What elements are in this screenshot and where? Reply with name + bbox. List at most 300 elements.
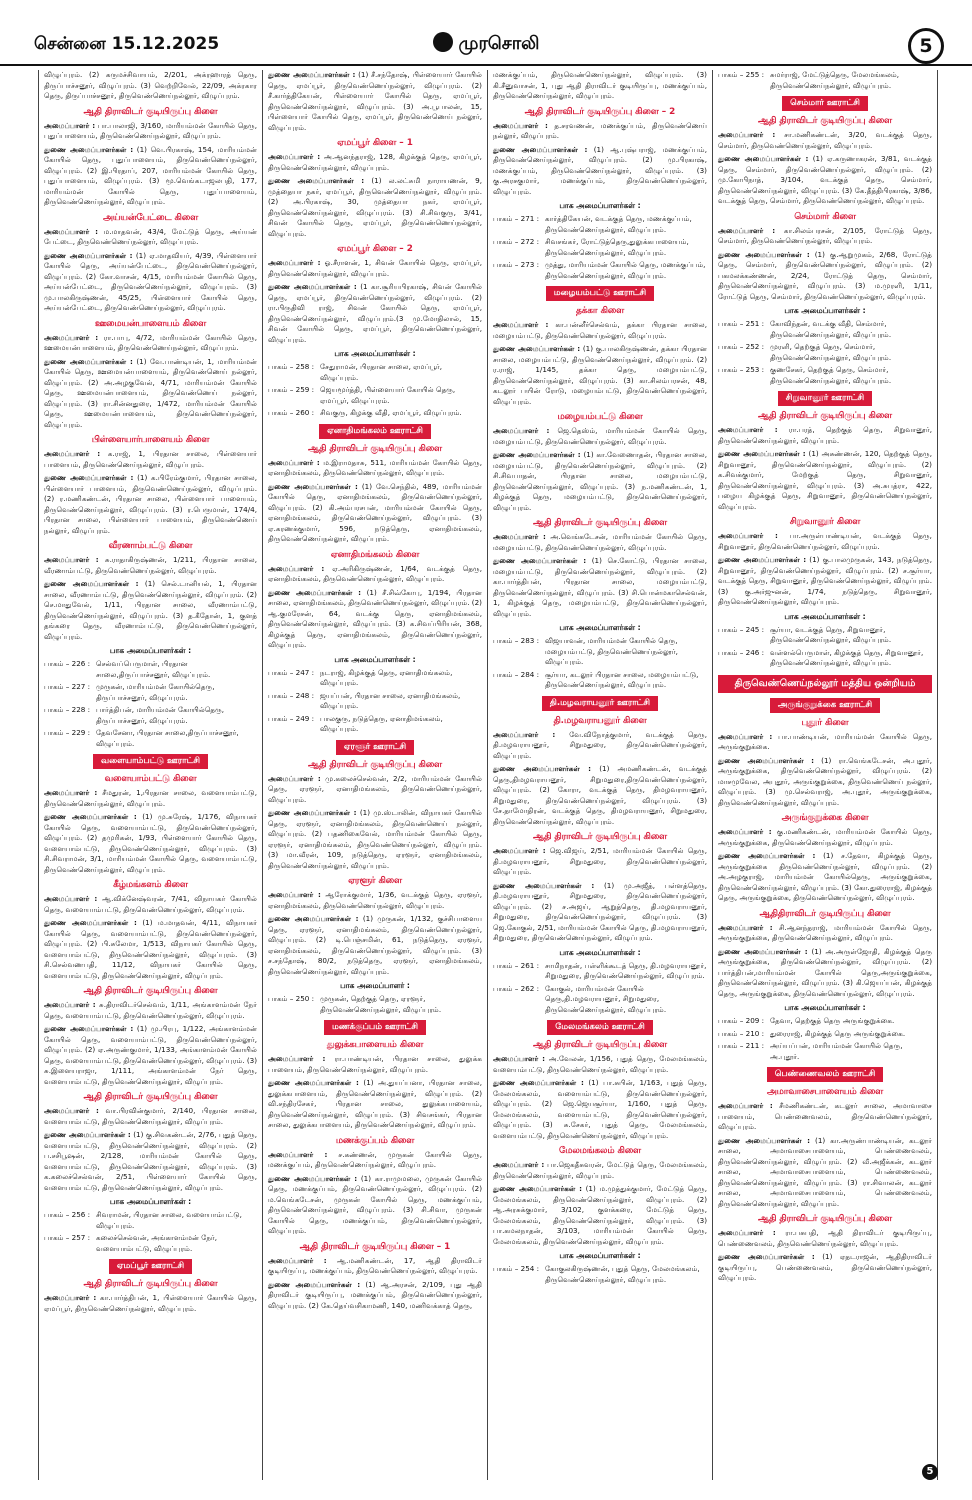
booth-organizer: சூர்யா, கடலூர் பிரதான சாலை, மழையம்பட்டு, திருவெண்ணெய்நல்லூர், விழுப்புரம். — [545, 669, 699, 689]
branch-heading: ஆதி திராவிடர் குடியிருப்பு கிளை – 2 — [524, 106, 676, 117]
entry-text: கா.பன்னீர்செல்வம், தக்கா பிரதான சாலை, மழையம்பட்டு, திருவெண்ணெய்நல்லூர், விழுப்புரம். — [493, 320, 707, 340]
entry-paragraph — [44, 579, 257, 642]
entry-text: சீமதுரன், 1,பிரதான சாலை, வளையாம்பட்டு, திருவெண்ணெய்நல்லூர், விழுப்புரம். — [44, 788, 257, 808]
booth-section-heading: பாக அமைப்பாளர்கள் : — [334, 654, 416, 664]
entry-paragraph — [44, 1000, 257, 1021]
role-label: அமைப்பாளர் : — [44, 788, 98, 797]
entry-paragraph — [493, 1184, 707, 1247]
role-label: துணை அமைப்பாளர்கள் : — [44, 918, 137, 927]
role-label: அமைப்பாளர் : — [268, 773, 321, 783]
branch-heading: ஆதி திராவிடர் குடியிருப்பு கிளை — [533, 1040, 667, 1050]
branch-heading: ஆதி திராவிடர் குடியிருப்பு கிளை — [758, 411, 892, 421]
newspaper-title: முரசொலி — [458, 33, 540, 54]
entry-paragraph — [268, 1150, 482, 1171]
booth-number: பாகம் – 283 : — [493, 636, 540, 645]
entry-text: ஏ.அரிகிருஷ்ணன், 1/64, வடக்குத் தெரு, ஏனாதிமங்கலம், திருவெண்ணெய்நல்லூர், விழுப்புரம். — [268, 563, 482, 583]
role-label: அமைப்பாளர் : — [268, 152, 321, 161]
booth-section-heading: பாக அமைப்பாளர்கள் : — [559, 623, 641, 632]
booth-row — [718, 648, 932, 669]
branch-heading: ஆதி திராவிடர் குடியிருப்பு கிளை — [308, 759, 442, 770]
booth-number: பாகம் – 259 : — [268, 385, 315, 394]
entry-text: அ.வெங்கடேசன், மாரியம்மன் கோயில் தெரு, மழையம்பட்டு, திருவெண்ணெய்நல்லூர், விழுப்புரம். — [493, 532, 707, 552]
role-label: துணை அமைப்பாளர்கள் : — [268, 914, 359, 923]
branch-heading: ஆதி திராவிடர் குடியிருப்பு கிளை — [758, 116, 892, 126]
newspaper-name — [0, 32, 972, 56]
entry-text: த.சரவணன், மணக்குப்பம், திருவெண்ணெய் நல்லூர், விழுப்புரம். — [493, 120, 707, 140]
entry-paragraph — [493, 556, 707, 619]
role-label: துணை அமைப்பாளர்கள் : — [44, 1130, 131, 1139]
entry-paragraph — [493, 730, 707, 762]
booth-number: பாகம் – 253 : — [718, 365, 765, 374]
entry-paragraph — [718, 923, 932, 944]
role-label: அமைப்பாளர் : — [44, 1000, 96, 1009]
booth-section-heading: பாக அமைப்பாளர்கள் : — [784, 1003, 866, 1012]
booth-section-heading: பாக அமைப்பாளர்கள் : — [559, 1251, 641, 1260]
booth-row — [493, 670, 707, 691]
panchayat-heading: தி.மழவராயனூர் ஊராட்சி — [542, 696, 658, 711]
entry-paragraph — [44, 812, 257, 875]
booth-organizer: ஜயப்பன், பிரதான சாலை, ஏனாதிமங்கலம், விழுப்புரம். — [320, 690, 461, 710]
role-label: துணை அமைப்பாளர்கள் : — [493, 880, 595, 890]
branch-heading: துலுக்கபாளையம் கிளை — [326, 1040, 424, 1050]
booth-organizer: செல்வப்பெருமாள், பிரதான சாலை,திருப்பாச்சனூர், விழுப்புரம். — [96, 659, 211, 679]
booth-number: பாகம் – 261 : — [493, 960, 540, 970]
role-label: துணை அமைப்பாளர்கள் : — [268, 808, 357, 817]
role-label: அமைப்பாளர் : — [493, 120, 548, 130]
booth-organizer: கலைச்செல்வன், அங்காளம்மன் நேர், வளையாம்பட்டு, விழுப்புரம். — [96, 1233, 218, 1253]
role-label: துணை அமைப்பாளர்கள் : — [493, 450, 581, 459]
panchayat-heading: மேலமங்கலம் ஊராட்சி — [547, 1020, 652, 1035]
booth-section-heading: பாக அமைப்பாளர்கள் : — [784, 306, 866, 315]
entry-paragraph — [493, 344, 707, 407]
booth-row — [44, 659, 257, 680]
entry-paragraph — [44, 1106, 257, 1127]
booth-number: பாகம் – 245 : — [718, 624, 765, 634]
entry-text: அ.வேலன், 1/156, புதுத் தெரு, மேலமங்கலம், வளையம்பட்டு, திருவெண்ணெய்நல்லூர், விழுப்புரம். — [493, 1054, 707, 1074]
booth-row — [493, 636, 707, 668]
role-label: அமைப்பாளர் : — [44, 449, 101, 458]
booth-row — [718, 319, 932, 340]
entry-text: சீமணிகண்டன், கடலூர் சாலை, அமாவாசை பாளையம், பெண்ணைவலம், திருவெண்ணெய்நல்லூர், விழுப்புரம். — [718, 1101, 932, 1131]
panchayat-heading: செம்மார் ஊராட்சி — [782, 96, 868, 111]
booth-number: பாகம் – 260 : — [268, 408, 315, 417]
role-label: துணை அமைப்பாளர்கள் : — [718, 1252, 815, 1261]
panchayat-heading: சிறுவானூர் ஊராட்சி — [778, 391, 872, 406]
booth-number: பாகம் – 226 : — [44, 659, 91, 668]
entry-paragraph — [44, 918, 257, 981]
role-label: துணை அமைப்பாளர்கள் : — [44, 579, 139, 588]
booth-number: பாகம் – 254 : — [493, 1264, 540, 1273]
booth-number: பாகம் – 210 : — [718, 1028, 765, 1038]
booth-section-heading: பாக அமைப்பாளர்கள் : — [334, 349, 416, 358]
booth-organizer: சுமர்ராஜ், மேட்டுத்தெரு, மேலமங்கலம், திருவெண்ணெய்நல்லூர், விழுப்புரம். — [770, 70, 900, 90]
branch-heading: சிறுவானூர் கிளை — [789, 517, 861, 527]
entry-paragraph — [268, 282, 482, 345]
booth-organizer: விஜயாவன், மாரியம்மன் கோயில் தெரு, மழையம்பட்டு, திருவெண்ணெய்நல்லூர், விழுப்புரம். — [545, 636, 678, 666]
role-label: அமைப்பாளர் : — [493, 426, 550, 435]
entry-text: சா.மணிகண்டன், 3/20, வடக்குத் தெரு, செம்மார், திருவெண்ணெய்நல்லூர், விழுப்புரம். — [718, 130, 932, 150]
panchayat-heading: ஏரளூர் ஊராட்சி — [336, 740, 414, 755]
column-2 — [263, 70, 488, 1480]
entry-paragraph — [44, 251, 257, 314]
booth-section-heading: பாக அமைப்பாளர்கள் : — [109, 646, 192, 655]
booth-number: பாகம் – 227 : — [44, 682, 91, 691]
entry-text: பா.பாண்டியன், மாரியம்மன் கோயில் தெரு, அருங்குறுக்கை. — [718, 731, 932, 751]
booth-organizer: வள்ளல்பெருமாள், கிழக்குத் தெரு, சிறுவானூர், திருவெண்ணெய்நல்லூர், விழுப்புரம். — [770, 647, 924, 667]
entry-text: க.ராஜ், 1, பிரதான சாலை, பிள்ளையார் பாளையம், திருவெண்ணெய்நல்லூர், விழுப்புரம். — [44, 449, 257, 469]
entry-text: (1) ம.முத்துக்குமார், மேட்டுத் தெரு, மேலமங்கலம், திருவெண்ணெய்நல்லூர், விழுப்புரம். (2) ஆ.அரசுக்குமார், 3/102, குளக்கரை, மேட்டுத் தெரு, மேலமங்கலம், திருவெண்ணெய்நல்லூர், விழுப்புரம். (3) பா.கமலநாதன், 3/103, மாரியம்மன் கோயில் தெரு, மேலமங்கலம், திருவெண்ணெய்நல்லூர், விழுப்புரம். — [493, 1184, 707, 1246]
branch-heading: ஆதி திராவிடர் குடியிருப்பு கிளை – 1 — [299, 1241, 451, 1252]
role-label: துணை அமைப்பாளர்கள் : — [44, 250, 133, 260]
entry-text: ஆ.மணிகண்டன், 17, ஆதி திராவிடர் குடியிருப்பு, மணக்குப்பம், திருவெண்ணெய்நல்லூர், விழுப்புரம். — [268, 1255, 482, 1275]
booth-organizer: முத்து, மாரியம்மன் கோயில் தெரு, மணக்குப்பம், திருவெண்ணெய்நல்லூர், விழுப்புரம். — [545, 260, 706, 280]
booth-number: பாகம் – 247 : — [268, 667, 315, 677]
entry-paragraph — [44, 1130, 257, 1193]
booth-organizer: சிவசங்கர், ரோட்டுத்தெரு,துலுக்கபாளையம், திருவெண்ணெய்நல்லூர், விழுப்புரம். — [545, 237, 689, 257]
booth-organizer: கார்த்திகேயன், வடக்குத் தெரு, மணக்குப்பம், திருவெண்ணெய்நல்லூர், விழுப்புரம். — [545, 214, 692, 234]
entry-paragraph — [493, 1054, 707, 1075]
role-label: அமைப்பாளர் : — [718, 531, 778, 540]
entry-paragraph — [44, 1024, 257, 1087]
role-label: அமைப்பாளர் : — [493, 1160, 545, 1169]
booth-row — [268, 408, 482, 419]
role-label: அமைப்பாளர் : — [268, 1054, 326, 1063]
booth-organizer: முருகன், மாரியம்மன் கோயில்தெரு, திருப்பாச்சனூர், விழுப்புரம். — [96, 682, 215, 702]
role-label: துணை அமைப்பாளர்கள் : — [718, 249, 810, 259]
role-label: துணை அமைப்பாளர்கள் : — [268, 1173, 358, 1183]
entry-paragraph — [718, 250, 932, 303]
entry-text: (1) கு.பாலமுருகன், 143, நடுத்தெரு, சிறுவானூர், திருவெண்ணெய்நல்லூர், விழுப்புரம். (2) ச.சூர்யா, வடக்குத் தெரு, சிறுவானூர், திருவெண்ணெய்நல்லூர், விழுப்புரம். (3) கு.அர்ஜுனன், 1/74, நடுத்தெரு, சிறுவானூர், திருவெண்ணெய்நல்லூர், விழுப்புரம். — [718, 555, 932, 606]
entry-text: (1) வே.பாண்டியன், 1, மாரியம்மன் கோயில் தெரு, ஊமையன்பாளையம், திருவெண்ணெய் நல்லூர், விழுப்புரம். (2) அ.அழகுவேல், 4/71, மாரியம்மன் கோயில் தெரு, ஊமையன்பாளையம், திருவெண்ணெய் நல்லூர், விழுப்புரம். (3) ரா.சின்னதுரை, 1/472, மாரியம்மன் கோயில் தெரு, ஊமையன்பாளையம், திருவெண்ணெய்நல்லூர், விழுப்புரம். — [44, 356, 257, 429]
booth-number: பாகம் – 229 : — [44, 728, 91, 737]
entry-text: (1) வெ.பிரகாஷ், 154, மாரியம்மன் கோயில் தெரு, புதுப்பாளையம், திருவெண்ணெய்நல்லூர், விழுப்புரம். (2) இ.பிரதாப், 207, மாரியம்மன் கோயில் தெரு, புதுப்பாளையம், விழுப்புரம். (3) மூ.வெங்கடாஜலபதி, 177, மாரியம்மன் கோயில் தெரு, புதுப்பாளையம், திருவெண்ணெய்நல்லூர், விழுப்புரம். — [44, 144, 257, 206]
entry-text: (1) அமணிகண்டன், வடக்குத் தெரு,திமழவராயனூர், சிறுமதுரை,திருவெண்ணெய்நல்லூர், விழுப்புரம். (2) கோரா, வடக்குத் தெரு, திமழவராயனூர், சிறுமதுரை, திருவெண்ணெய்நல்லூர், விழுப்புரம். (3) சே.தாமோதிரன், வடக்குத் தெரு, திமழவராயனூர், சிறுமதுரை, திருவெண்ணெய்நல்லூர், விழுப்புரம். — [493, 764, 707, 826]
entry-text: (1) ரா.வெங்கடேசன், அ.புதூர், அருங்குறுக்கை, திருவெண்ணெய்நல்லூர், விழுப்புரம். (2) மாசமுவேல, அபுதூர், அருங்குறுக்கை, திருவெண்ணெய் நல்லூர், விழுப்புரம். (3) மு.செல்வராஜ், அ.புதூர், அருங்குறுக்கை, திருவெண்ணெய்நல்லூர், விழுப்புரம். — [718, 755, 932, 807]
booth-row — [44, 1210, 257, 1231]
entry-paragraph — [268, 774, 482, 806]
booth-number: பாகம் – 255 : — [718, 70, 765, 79]
entry-text: பா.பாலாஜி, 3/160, மாரியம்மன் கோயில் தெரு, புதுப்பாளையம், திருவெண்ணெய்நல்லூர், விழுப்புரம். — [44, 120, 257, 140]
entry-text: கா.பார்த்திபன், 1, பிள்ளையார் கோயில் தெரு, ஏமப்பூர், திருவெண்ணெய்நல்லூர், விழுப்புரம். — [44, 1293, 257, 1313]
role-label: அமைப்பாளர் : — [44, 894, 98, 903]
entry-paragraph — [718, 1136, 932, 1210]
booth-row — [493, 260, 707, 281]
branch-heading: தக்கா கிளை — [575, 306, 625, 316]
entry-text: ஓ.சீராளன், 1, சிவன் கோயில் தெரு, ஏமப்பூர், திருவெண்ணெய்நல்லூர், விழுப்புரம். — [268, 258, 482, 278]
role-label: அமைப்பாளர் : — [44, 1106, 99, 1115]
role-label: அமைப்பாளர் : — [268, 1149, 328, 1159]
role-label: அமைப்பாளர் : — [268, 890, 321, 899]
role-label: அமைப்பாளர் : — [44, 120, 96, 130]
entry-text: மணக்குப்பம், திருவெண்ணெய்நல்லூர், விழுப்புரம். (3) கி.சீனுவாசன், 1, புது ஆதி திராவிடர் குடியிருப்பு, மணக்குப்பம், திருவெண்ணெய்நல்லூர், விழுப்புரம். — [493, 70, 707, 100]
entry-paragraph — [268, 1256, 482, 1277]
booth-section-heading: பாக அமைப்பாளர்கள் : — [559, 947, 641, 957]
branch-heading: மணக்குப்பம் கிளை — [335, 1135, 415, 1146]
role-label: அமைப்பாளர் : — [493, 320, 549, 329]
role-label: துணை அமைப்பாளர்கள் : — [268, 70, 356, 79]
booth-number: பாகம் – 262 : — [493, 983, 540, 993]
branch-heading: ஆதி திராவிடர் குடியிருப்பு கிளை — [83, 106, 218, 117]
entry-text: (1) செல்.டானியல், 1, பிரதான சாலை, வீரணாம்பட்டு, திருவெண்ணெய்நல்லூர், விழுப்புரம். (2) செ.மாதுவேல், 1/11, பிரதான சாலை, வீரணாம்பட்டு, திருவெண்ணெய்நல்லூர், விழுப்புரம். (3) த.கீதோன், 1, குளத் தங்கரை தெரு, வீரணாம்பட்டு, திருவெண்ணெய்நல்லூர், விழுப்புரம். — [44, 579, 257, 641]
booth-number: பாகம் – 246 : — [718, 647, 765, 657]
role-label: அமைப்பாளர் : — [493, 729, 556, 739]
entry-text: கா.சிலம்பரசன், 2/105, ரோட்டுத் தெரு, செம்மார், திருவெண்ணெய்நல்லூர், விழுப்புரம். — [718, 225, 932, 245]
booth-row — [493, 214, 707, 235]
role-label: அமைப்பாளர் : — [44, 332, 99, 342]
role-label: துணை அமைப்பாளர்கள் : — [44, 1024, 134, 1033]
role-label: அமைப்பாளர் : — [718, 731, 773, 741]
entry-text: (1) மு.ஸ்டாலின், விநாயகர் கோயில் தெரு, ஏரளூர், ஏனாதிமங்கலம், திருவெண்ணெய் நல்லூர், விழுப்புரம். (2) பதணிகைவேல், மாரியம்மன் கோயில் தெரு, ஏரளூர், ஏனாதிமங்கலம், திருவெண்ணெய்நல்லூர், விழுப்புரம். (3) மா.வீரன், 109, நடுத்தெரு, ஏரளூர், ஏனாதிமங்கலம், திருவெண்ணெய்நல்லூர், விழுப்புரம். — [268, 808, 482, 870]
entry-paragraph — [268, 890, 482, 911]
entry-text: (1) க.பிரேம்குமார், பிரதான சாலை, பிள்ளையார் பாளையம், திருவெண்ணெய்நல்லூர், விழுப்புரம். (2) ர.மணிகண்டன், பிரதான சாலை, பிள்ளையார் பாளையம், திருவெண்ணெய்நல்லூர், விழுப்புரம். (3) ர.பெருமாள், 174/4, பிரதான சாலை, பிள்ளையார் பாளையம், திருவெண்ணெய் நல்லூர், விழுப்புரம். — [44, 473, 257, 535]
entry-text: (1) ஏ.மாதவியர், 4/39, பிள்ளையார் கோயில் தெரு, அய்யன்பேட்டை, திருவெண்ணெய்நல்லூர், விழுப்புரம். (2) கோ.வாசன், 4/15, மாரியம்மன் கோயில் தெரு, அய்யன்பேட்டை, திருவெண்ணெய்நல்லூர், விழுப்புரம். (3) மு.பாலகிருஷ்ணன், 45/25, பிள்ளையார் கோயில் தெரு, அய்யன்பேட்டை, திருவெண்ணெய்நல்லூர், விழுப்புரம். — [44, 250, 257, 312]
entry-paragraph — [493, 450, 707, 513]
booth-organizer: சிவகுரு, கிழக்கு வீதி, ஏமப்பூர், விழுப்புரம். — [320, 408, 462, 417]
entry-paragraph — [44, 473, 257, 536]
entry-text: (1) ஏதடராஜன், ஆதிதிராவிடர் குடியிருப்பு, பெண்ணைவலம், திருவெண்ணெய்நல்லூர், விழுப்புரம். — [718, 1252, 932, 1282]
entry-paragraph — [44, 357, 257, 431]
panchayat-heading: அருங்குறுக்கை ஊராட்சி — [770, 698, 880, 713]
branch-heading: அருங்குறுக்கை கிளை — [781, 813, 869, 823]
entry-paragraph — [718, 531, 932, 552]
branch-heading: ஏனாதிமங்கலம் கிளை — [330, 549, 420, 560]
panchayat-heading: ஏமப்பூர் ஊராட்சி — [109, 1259, 192, 1274]
branch-heading: ஆதி திராவிடர் குடியிருப்பு கிளை — [83, 1092, 218, 1102]
entry-text: (1) மு.அஜீத், பள்ளத்தெரு, தி.மழவராயனூர், சிறுமதுரை, திருவெண்ணெய்நல்லூர், விழுப்புரம். (2) ச.அஜய், ஆறுத்தெரு, தி.மழவராயனூர், சிறுமதுரை, திருவெண்ணெய்நல்லூர், விழுப்புரம். (3) ஜெ.கோகுல், 2/51, மாரியம்மன் கோயில் தெரு, தி.மழவராயனூர், சிறுமதுரை, திருவெண்ணெய்நல்லூர், விழுப்புரம். — [493, 880, 707, 942]
role-label: துணை அமைப்பாளர்கள் : — [268, 1078, 359, 1087]
branch-heading: ஆதி திராவிடர் குடியிருப்பு கிளை — [758, 1214, 892, 1224]
booth-row — [718, 1041, 932, 1062]
booth-organizer: சிவராமன், பிரதான சாலை, வளையாம்பட்டு, விழுப்புரம். — [96, 1210, 242, 1230]
role-label: அமைப்பாளர் : — [44, 226, 98, 236]
booth-section-heading: பாக அமைப்பாளர்கள் : — [784, 611, 866, 621]
booth-row — [493, 961, 707, 982]
entry-text: பா.அருள்பாண்டியன், வடக்குத் தெரு, சிறுவானூர், திருவெண்ணெய்நல்லூர், விழுப்புரம். — [718, 531, 932, 551]
role-label: துணை அமைப்பாளர்கள் : — [268, 481, 358, 491]
role-label: துணை அமைப்பாளர்கள் : — [718, 449, 806, 458]
entry-paragraph — [44, 449, 257, 470]
entry-text: ஜெ.விஜய், 2/51, மாரியம்மன் கோயில் தெரு, தி.மழவராயனூர், சிறுமதுரை, திருவெண்ணெய்நல்லூர், விழுப்புரம். — [493, 846, 707, 876]
entry-paragraph — [268, 1174, 482, 1237]
role-label: துணை அமைப்பாளர்கள் : — [718, 154, 809, 163]
booth-organizer: கோகுல், மாரியம்மன் கோயில் தெரு,தி.மழவராயனூர், சிறுமதுரை, திருவெண்ணெய்நல்லூர், விழுப்புரம். — [545, 983, 667, 1014]
entry-text: கு.மணிகண்டன், மாரியம்மன் கோயில் தெரு, அருங்குறுக்கை, திருவெண்ணெய்நல்லூர், விழுப்புரம். — [718, 827, 932, 847]
entry-paragraph — [493, 121, 707, 142]
page-number: 5 — [908, 28, 944, 64]
booth-row — [718, 1029, 932, 1040]
entry-paragraph — [268, 176, 482, 239]
booth-number: பாகம் – 284 : — [493, 669, 540, 679]
entry-paragraph — [268, 588, 482, 651]
entry-text: (1) கு.பாலகிருஷ்ணன், தக்கா பிரதான சாலை, மழையம்பட்டு, திருவெண்ணெய்நல்லூர், விழுப்புரம். (2) ர.ராஜ், 1/145, தக்கா தெரு, மழையம்பட்டு, திருவெண்ணெய்நல்லூர், விழுப்புரம். (3) கா.சிலம்பரசன், 48, கடலூர் பயின் ரோடு, மழையம்பட்டு, திருவெண்ணெய்நல்லூர், விழுப்புரம். — [493, 344, 707, 406]
branch-heading: செம்மார் கிளை — [794, 211, 856, 222]
entry-text: (1) ல.லட்சுமி நாராயணன், 9, முத்தையா நகர், ஏமப்பூர், திருவெண்ணெய்நல்லூர், விழுப்புரம். (2) அ.பிரகாஷ், 30, முத்தையா நகர், ஏமப்பூர், திருவெண்ணெய்நல்லூர், விழுப்புரம். (3) சி.சிவகுரு, 3/41, சிவன் கோயில் தெரு, ஏமப்பூர், திருவெண்ணெய்நல்லூர், விழுப்புரம். — [268, 176, 482, 238]
booth-section-heading: பாக அமைப்பாளர்கள் : — [109, 1197, 192, 1206]
entry-text: (1) அ.துயப்பனா, பிரதான சாலை, துலுக்கபாளையம், திருவெண்ணெய்நல்லூர், விழுப்புரம். (2) வி.சந்திரசேகர், பிரதான சாலை, துலுக்கபாளையம், திருவெண்ணெய்நல்லூர், விழுப்புரம். (3) சிவசங்கர், பிரதான சாலை, துலுக்கபாளையம், திருவெண்ணெய்நல்லூர், விழுப்புரம். — [268, 1078, 482, 1129]
booth-number: பாகம் – 251 : — [718, 319, 765, 328]
entry-text: (1) ஏ.கருணாகரன், 3/81, வடக்குத் தெரு, செம்மார், திருவெண்ணெய்நல்லூர், விழுப்புரம். (2) மு.கோபிநாத், 3/104, வடக்குத் தெரு, செம்மார், திருவெண்ணெய்நல்லூர், விழுப்புரம். (3) கே.தீத்திபிரகாஷ், 3/86, வடக்குத் தெரு, செம்மார், திருவெண்ணெய்நல்லூர், விழுப்புரம். — [718, 154, 932, 205]
column-3 — [488, 70, 713, 1480]
role-label: அமைப்பாளர் : — [718, 425, 778, 434]
entry-text: (1) கு.சிவகண்டன், 2/76, புதுத் தெரு, வளையாம்பட்டு, திருவெண்ணெய்நல்லூர், விழுப்புரம். (2) ப.சசிபூஷன், 2/128, மாரியம்மன் கோயில் தெரு, வளையாம்பட்டு, திருவெண்ணெய்நல்லூர், விழுப்புரம். (3) க.கலைச்செல்வன், 2/51, பிள்ளையார் கோயில் தெரு, வளையாம்பட்டு, திருவெண்ணெய்நல்லூர், விழுப்புரம். — [44, 1130, 257, 1192]
booth-organizer: அய்யப்பன், மாரியம்மன் கோயில் தெரு, அ.புதூர். — [770, 1041, 903, 1061]
role-label: அமைப்பாளர் : — [493, 1054, 546, 1063]
role-label: துணை அமைப்பாளர்கள் : — [44, 356, 133, 366]
entry-paragraph — [268, 70, 482, 133]
booth-organizer: கோகுலகிருஷ்ணன், புதுத் தெரு, மேலமங்கலம், திருவெண்ணெய்நல்லூர், விழுப்புரம். — [545, 1264, 700, 1284]
booth-row — [718, 625, 932, 646]
entry-text: பா.ஜெகதீசுவரன், மேட்டுத் தெரு, மேலமங்கலம், திருவெண்ணெய்நல்லூர், விழுப்புரம். — [493, 1160, 707, 1180]
entry-text: சு.ராதாகிருஷ்ணன், 1/211, பிரதான சாலை, வீரணாம்பட்டு, திருவெண்ணெய்நல்லூர், விழுப்புரம். — [44, 555, 257, 575]
entry-paragraph — [268, 564, 482, 585]
entry-text: (1) வே.செந்தில், 489, மாரியம்மன் கோயில் தெரு, ஏனாதிமங்கலம், திருவெண்ணெய்நல்லூர், விழுப்புரம். (2) கி.அம்பரசபன், மாரியம்மன் கோயில் தெரு, ஏனாதிமங்கலம், திருவெண்ணெய்நல்லூர், விழுப்புரம். (3) ஏ.கரணக்குமார், 596, நடுத்தெரு, ஏனாதிமங்கலம், திருவெண்ணெய்நல்லூர், விழுப்புரம். — [268, 481, 482, 543]
role-label: அமைப்பாளர் : — [493, 846, 546, 855]
entry-text: (1) கா.ராமுமலை, முருகன் கோயில் தெரு, மணக்குப்பம், திருவெண்ணெய்நல்லூர், விழுப்புரம். (2) ம.வெங்கடேசன், முருகன் கோயில் தெரு, மணக்குப்பம், திருவெண்ணெய்நல்லூர், விழுப்புரம். (3) சி.சிவா, முருகன் கோயில் தெரு, மணக்குப்பம், திருவெண்ணெய்நல்லூர், விழுப்புரம். — [268, 1173, 482, 1235]
entry-text: (1) கு.ஆறுமுகம், 2/68, ரோட்டுத் தெரு, செம்மார், திருவெண்ணெய்நல்லூர், விழுப்புரம். (2) பகமலக்கண்ணன், 2/24, ரோட்டுத் தெரு, செம்மார், திருவெண்ணெய்நல்லூர், விழுப்புரம். (3) ம.முரளி, 1/11, ரோட்டுத் தெரு, செம்மார், திருவெண்ணெய்நல்லூர், விழுப்புரம். — [718, 249, 932, 301]
role-label: அமைப்பாளர் : — [493, 532, 546, 541]
role-label: அமைப்பாளர் : — [718, 827, 772, 836]
booth-row — [493, 984, 707, 1016]
role-label: துணை அமைப்பாளர்கள் : — [268, 1279, 361, 1289]
entry-paragraph — [268, 1054, 482, 1075]
issue-date: சென்னை 15.12.2025 — [34, 34, 220, 54]
role-label: துணை அமைப்பாளர்கள் : — [718, 946, 808, 956]
booth-number: பாகம் – 271 : — [493, 214, 540, 223]
role-label: துணை அமைப்பாளர்கள் : — [493, 344, 581, 353]
booth-number: பாகம் – 252 : — [718, 342, 765, 351]
branch-heading: ஏமப்பூர் கிளை – 2 — [337, 244, 413, 254]
branch-heading: வீரணாம்பட்டு கிளை — [108, 541, 193, 551]
entry-paragraph — [718, 555, 932, 608]
booth-row — [44, 728, 257, 749]
booth-row — [718, 70, 932, 91]
entry-text: ரா.பாண்டியன், பிரதான சாலை, துலுக்க பாளையம், திருவெண்ணெய்நல்லூர், விழுப்புரம். — [268, 1054, 482, 1074]
branch-heading: பிள்ளையார்பாளையம் கிளை — [91, 435, 210, 445]
entry-text: ரா.பசுபதி, ஆதி திராவிடர் குடியிருப்பு, பெண்ணைவலம், திருவெண்ணெய்நல்லூர், விழுப்புரம். — [718, 1228, 932, 1248]
entry-paragraph — [44, 145, 257, 208]
role-label: துணை அமைப்பாளர்கள் : — [268, 587, 361, 597]
entry-paragraph — [718, 1252, 932, 1284]
role-label: அமைப்பாளர் : — [718, 922, 773, 932]
booth-section-heading: பாக அமைப்பாளர் : — [340, 981, 410, 990]
booth-number: பாகம் – 257 : — [44, 1233, 91, 1242]
role-label: துணை அமைப்பாளர்கள் : — [493, 144, 588, 154]
role-label: அமைப்பாளர் : — [44, 555, 99, 564]
role-label: துணை அமைப்பாளர்கள் : — [493, 764, 592, 773]
entry-paragraph — [718, 1228, 932, 1249]
booth-row — [44, 682, 257, 703]
entry-paragraph — [493, 846, 707, 878]
entry-text: (1) ச.தேவா, கிழக்குத் தெரு, அருங்குறுக்கை திருவெண்ணெய்நல்லூர், விழுப்புரம். (2) அ.அழகுராஜ், மாரியம்மன் கோயில்தெரு, அருங்குறுக்கை, திருவெண்ணெய்நல்லூர், விழுப்புரம். (3) கோ.துரைராஜ், கிழக்குத் தெரு, அருங்குறுக்கை, திருவெண்ணெய்நல்லூர், விழுப்புரம். — [718, 851, 932, 902]
entry-text: ரா.பாபு, 4/72, மாரியம்மன் கோயில் தெரு, ஊமையன்பாளையம், திருவெண்ணெய்நல்லூர், விழுப்புரம். — [44, 332, 257, 352]
entry-text: ச.கண்ணன், முருகன் கோயில் தெரு, மணக்குப்பம், திருவெண்ணெய்நல்லூர், விழுப்புரம். — [268, 1149, 482, 1169]
entry-paragraph — [268, 458, 482, 479]
entry-text: மு.கலைச்செல்வன், 2/2, மாரியம்மன் கோயில் தெரு, ஏரளூர், ஏனாதிமங்கலம், திருவெண்ணெய்நல்லூர், விழுப்புரம். — [268, 773, 482, 804]
booth-row — [268, 362, 482, 383]
entry-paragraph — [268, 258, 482, 279]
entry-paragraph — [718, 756, 932, 809]
entry-text: ஆ.விக்னேஷ்வரன், 7/41, விநாயகர் கோயில் தெரு, வளையாம்பட்டு, திருவெண்ணெய்நல்லூர், விழுப்புரம். — [44, 894, 257, 914]
role-label: துணை அமைப்பாளர்கள் : — [718, 755, 815, 765]
entry-text: அ.ஆனந்தராஜ், 128, கிழக்குத் தெரு, ஏமப்பூர், திருவெண்ணெய்நல்லூர், விழுப்புரம். — [268, 152, 482, 172]
entry-paragraph — [268, 1280, 482, 1312]
logo-icon — [433, 32, 453, 52]
booth-number: பாகம் – 258 : — [268, 362, 315, 371]
entry-paragraph — [718, 130, 932, 151]
booth-organizer: முருகன், தெற்குத் தெரு, ஏரளூர், திருவெண்ணெய்நல்லூர், விழுப்புரம். — [320, 994, 442, 1014]
entry-paragraph — [493, 145, 707, 198]
role-label: அமைப்பாளர் : — [718, 1101, 773, 1110]
entry-paragraph — [718, 1101, 932, 1133]
branch-heading: ஆதி திராவிடர் குடியிருப்பு கிளை — [533, 518, 667, 528]
role-label: அமைப்பாளர் : — [268, 258, 321, 267]
panchayat-heading: மணக்குப்பம் ஊராட்சி — [324, 1020, 426, 1035]
entry-paragraph — [268, 914, 482, 977]
entry-text: ஜெ.தெஸ்ம், மாரியம்மன் கோயில் தெரு, மழையம்பட்டு, திருவெண்ணெய்நல்லூர், விழுப்புரம். — [493, 426, 707, 446]
booth-organizer: சூர்யா, வடக்குத் தெரு, சிறுவானூர், திருவெண்ணெய்நல்லூர், விழுப்புரம். — [770, 624, 892, 644]
entry-text: சு.திராவிடர்செல்வம், 1/11, அங்காளம்மன் நேர் தெரு, வளையாம்பட்டு, திருவெண்ணெய்நல்லூர், விழுப்புரம். — [44, 1000, 257, 1020]
booth-row — [44, 705, 257, 726]
booth-number: பாகம் – 250 : — [268, 994, 315, 1003]
entry-text: (1) செ.கோட்டு, பிரதான சாலை, மழையம்பட்டு, திருவெண்ணெய்நல்லூர், விழுப்புரம். (2) கா.பார்த்திபன், பிரதான சாலை, மழையம்பட்டு, திருவெண்ணெய்நல்லூர், விழுப்புரம். (3) சி.பொன்மகாசெல்வன், 1, கிழக்குத் தெரு, மழையம்பட்டு, திருவெண்ணெய்நல்லூர், விழுப்புரம். — [493, 556, 707, 618]
role-label: துணை அமைப்பாளர்கள் : — [268, 282, 357, 291]
branch-heading: அமாவாசைபாளையம் கிளை — [766, 1087, 884, 1097]
entry-text: ஆரோக்குமார், 1/36, வடக்குத் தெரு, ஏரளூர், ஏனாதிமங்கலம், திருவெண்ணெய்நல்லூர், விழுப்புரம். — [268, 890, 482, 910]
entry-text: சி.ஆனந்தராஜ், மாரியம்மன் கோயில் தெரு, அருங்குறுக்கை, திருவெண்ணெய்நல்லூர், விழுப்புரம். — [718, 922, 932, 942]
role-label: அமைப்பாளர் : — [268, 563, 325, 573]
entry-paragraph — [493, 532, 707, 553]
role-label: அமைப்பாளர் : — [718, 1228, 776, 1237]
entry-paragraph — [718, 827, 932, 848]
booth-row — [268, 691, 482, 712]
booth-row — [268, 385, 482, 406]
entry-text: (1) மு.பிரபு, 1/122, அங்காளம்மன் கோயில் தெரு, வளையாம்பட்டு, திருவெண்ணெய்நல்லூர், விழுப்புரம். (2) ஏ.அருண்குமார், 1/133, அங்காளம்மன் கோயில் தெரு, வளையாம்பட்டு, திருவெண்ணெய்நல்லூர், விழுப்புரம். (3) சு.இளையராஜா, 1/111, அங்காளம்மன் நேர் தெரு, வளையாம்பட்டு, திருவெண்ணெய்நல்லூர், விழுப்புரம். — [44, 1024, 257, 1086]
booth-number: பாகம் – 273 : — [493, 260, 540, 269]
column-4 — [713, 70, 938, 1480]
role-label: துணை அமைப்பாளர்கள் : — [493, 1184, 583, 1193]
booth-row — [44, 1233, 257, 1254]
entry-paragraph — [44, 227, 257, 248]
entry-paragraph — [268, 152, 482, 173]
booth-organizer: சாமிநாதன், பள்ளிக்கூடத் தெரு, தி.மழவராயனூர், சிறுமதுரை, திருவெண்ணெய்நல்லூர், விழுப்புரம். — [545, 960, 707, 980]
entry-paragraph — [493, 1078, 707, 1141]
entry-text: (1) சீ.சிவ்கோபு, 1/194, பிரதான சாலை, ஏனாதிமங்கலம், திருவெண்ணெய்நல்லூர், விழுப்புரம். (2) ஆ.குமரேசன், 64, வடக்கு தெரு, ஏனாதிமங்கலம், திருவெண்ணெய்நல்லூர், விழுப்புரம். (3) க.சிவப்பிரியன், 368, கிழக்குத் தெரு, ஏனாதிமங்கலம், திருவெண்ணெய்நல்லூர், விழுப்புரம். — [268, 587, 482, 649]
branch-heading: தி.மழவராயனூர் கிளை — [553, 715, 647, 726]
entry-text: (1) ஆ.அரசன், 2/109, புது ஆதி திராவிடர் குடியிருப்பு, மணக்குப்பம், திருவெண்ணெய்நல்லூர், விழுப்புரம். (2) கே.தெய்வசிகாமணி, 140, மணிவக்காத் தெரு, — [268, 1279, 482, 1310]
branch-heading: ஆதிதிராவிடர் குடியிருப்பு கிளை — [759, 908, 891, 919]
article-columns — [38, 70, 938, 1480]
booth-row — [268, 668, 482, 689]
booth-number: பாகம் – 272 : — [493, 237, 540, 246]
entry-text: விழுப்புரம். (2) கருமச்சிவாயம், 2/201, அக்ரஹாரத் தெரு, திருப்பாச்சனூர், விழுப்புரம். (3) வெற்றிவேல், 22/09, அக்ரகார தெரு, திருப்பாச்சனூர், திருவெண்ணெய்நல்லூர், விழுப்புரம். — [44, 70, 257, 100]
role-label: துணை அமைப்பாளர்கள் : — [718, 1135, 810, 1145]
panchayat-heading: ஏனாதிமங்கலம் ஊராட்சி — [319, 424, 431, 439]
entry-text: ரா.பரத், தெற்குத் தெரு, சிறுவானூர், திருவெண்ணெய்நல்லூர், விழுப்புரம். — [718, 425, 932, 445]
column-1 — [38, 70, 263, 1480]
role-label: அமைப்பாளர் : — [718, 225, 776, 235]
entry-paragraph — [718, 449, 932, 512]
entry-paragraph — [268, 808, 482, 871]
entry-paragraph — [44, 1293, 257, 1314]
entry-paragraph — [718, 154, 932, 207]
branch-heading: மேலமங்கலம் கிளை — [559, 1146, 641, 1156]
panchayat-heading: வளையாம்பட்டு ஊராட்சி — [93, 754, 208, 769]
entry-paragraph — [493, 1160, 707, 1181]
branch-heading: புதூர் கிளை — [801, 717, 849, 728]
entry-text: (1) ம.மாதவன், 4/11, விநாயகர் கோயில் தெரு, வளையாம்பட்டு, திருவெண்ணெய்நல்லூர், விழுப்புரம். (2) பி.சுலேமா, 1/513, விநாயகர் கோயில் தெரு, வளையாம்பட்டு, திருவெண்ணெய்நல்லூர், விழுப்புரம். (3) சி.செல்வணபதி, 11/12, விநாயகர் கோயில் தெரு, வளையாம்பட்டு, திருவெண்ணெய்நல்லூர், விழுப்புரம். — [44, 918, 257, 980]
booth-organizer: ஜெயமூர்த்தி, பிள்ளையார் கோயில் தெரு, ஏமப்பூர், விழுப்புரம். — [320, 385, 456, 405]
role-label: துணை அமைப்பாளர்கள் : — [44, 812, 137, 821]
